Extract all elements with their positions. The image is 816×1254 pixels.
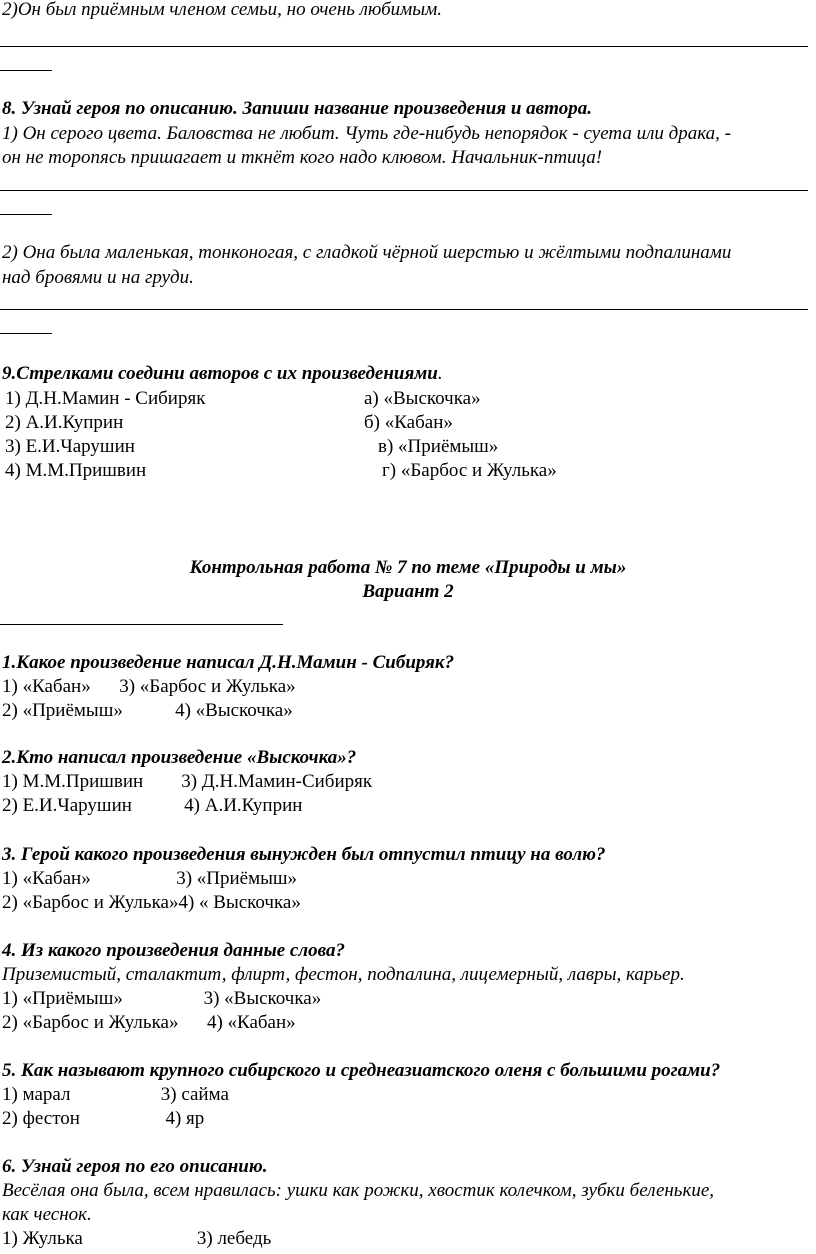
- variant-label: Вариант 2: [362, 581, 454, 602]
- question-5: 5. Как называют крупного сибирского и среднеазиатского оленя с большими рогами?: [2, 1060, 721, 1081]
- header-rule: [0, 624, 283, 625]
- q8-p1-line1: 1) Он серого цвета. Баловства не любит. Чуть где-нибудь непорядок - суета или драка, -: [2, 123, 731, 144]
- q1-options-row2: 2) «Приёмыш» 4) «Выскочка»: [2, 700, 293, 721]
- q3-options-row1: 1) «Кабан» 3) «Приёмыш»: [2, 868, 298, 889]
- answer-rule: [0, 190, 808, 191]
- q4-options-row2: 2) «Барбос и Жулька» 4) «Кабан»: [2, 1012, 296, 1033]
- question-6: 6. Узнай героя по его описанию.: [2, 1156, 268, 1177]
- q3-options-row2: 2) «Барбос и Жулька»4) « Выскочка»: [2, 892, 301, 913]
- answer-rule: [0, 46, 808, 47]
- question-4: 4. Из какого произведения данные слова?: [2, 940, 345, 961]
- q5-options-row1: 1) марал 3) сайма: [2, 1084, 229, 1105]
- q6-options-row1: 1) Жулька 3) лебедь: [2, 1228, 272, 1249]
- author-1: 1) Д.Н.Мамин - Сибиряк: [5, 388, 206, 409]
- author-2: 2) А.И.Куприн: [5, 412, 124, 433]
- q8-p2-line2: над бровями и на груди.: [2, 267, 194, 288]
- question-1: 1.Какое произведение написал Д.Н.Мамин - Сибиряк?: [2, 652, 455, 673]
- author-4: 4) М.М.Пришвин: [5, 460, 147, 481]
- answer-rule-short: [0, 70, 52, 71]
- answer-line-2: 2)Он был приёмным членом семьи, но очень любимым.: [2, 0, 443, 20]
- answer-rule-short: [0, 333, 52, 334]
- q9-title: 9.Стрелками соедини авторов с их произведениями: [2, 363, 438, 384]
- test-title: Контрольная работа № 7 по теме «Природы и мы»: [189, 557, 627, 578]
- answer-rule: [0, 309, 808, 310]
- q8-p1-line2: он не торопясь пришагает и ткнёт кого надо клювом. Начальник-птица!: [2, 147, 603, 168]
- author-3: 3) Е.И.Чарушин: [5, 436, 135, 457]
- work-a: а) «Выскочка»: [364, 388, 481, 409]
- work-c: в) «Приёмыш»: [378, 436, 499, 457]
- q6-description-line1: Весёлая она была, всем нравилась: ушки как рожки, хвостик колечком, зубки беленькие,: [2, 1180, 715, 1201]
- q2-options-row2: 2) Е.И.Чарушин 4) А.И.Куприн: [2, 795, 303, 816]
- q8-p2-line1: 2) Она была маленькая, тонконогая, с гладкой чёрной шерстью и жёлтыми подпалинами: [2, 242, 732, 263]
- q4-options-row1: 1) «Приёмыш» 3) «Выскочка»: [2, 988, 322, 1009]
- q6-description-line2: как чеснок.: [2, 1204, 92, 1225]
- q9-title-row: [2, 362, 443, 386]
- q9-title-end: .: [437, 363, 443, 384]
- q1-options-row1: 1) «Кабан» 3) «Барбос и Жулька»: [2, 676, 296, 697]
- work-b: б) «Кабан»: [364, 412, 453, 433]
- q4-word-list: Приземистый, сталактит, флирт, фестон, подпалина, лицемерный, лавры, карьер.: [2, 964, 685, 985]
- question-3: 3. Герой какого произведения вынужден был отпустил птицу на волю?: [2, 844, 606, 865]
- question-2: 2.Кто написал произведение «Выскочка»?: [2, 747, 357, 768]
- q8-title: 8. Узнай героя по описанию. Запиши название произведения и автора.: [2, 98, 592, 119]
- work-d: г) «Барбос и Жулька»: [382, 460, 557, 481]
- q5-options-row2: 2) фестон 4) яр: [2, 1108, 205, 1129]
- q2-options-row1: 1) М.М.Пришвин 3) Д.Н.Мамин-Сибиряк: [2, 771, 373, 792]
- answer-rule-short: [0, 214, 52, 215]
